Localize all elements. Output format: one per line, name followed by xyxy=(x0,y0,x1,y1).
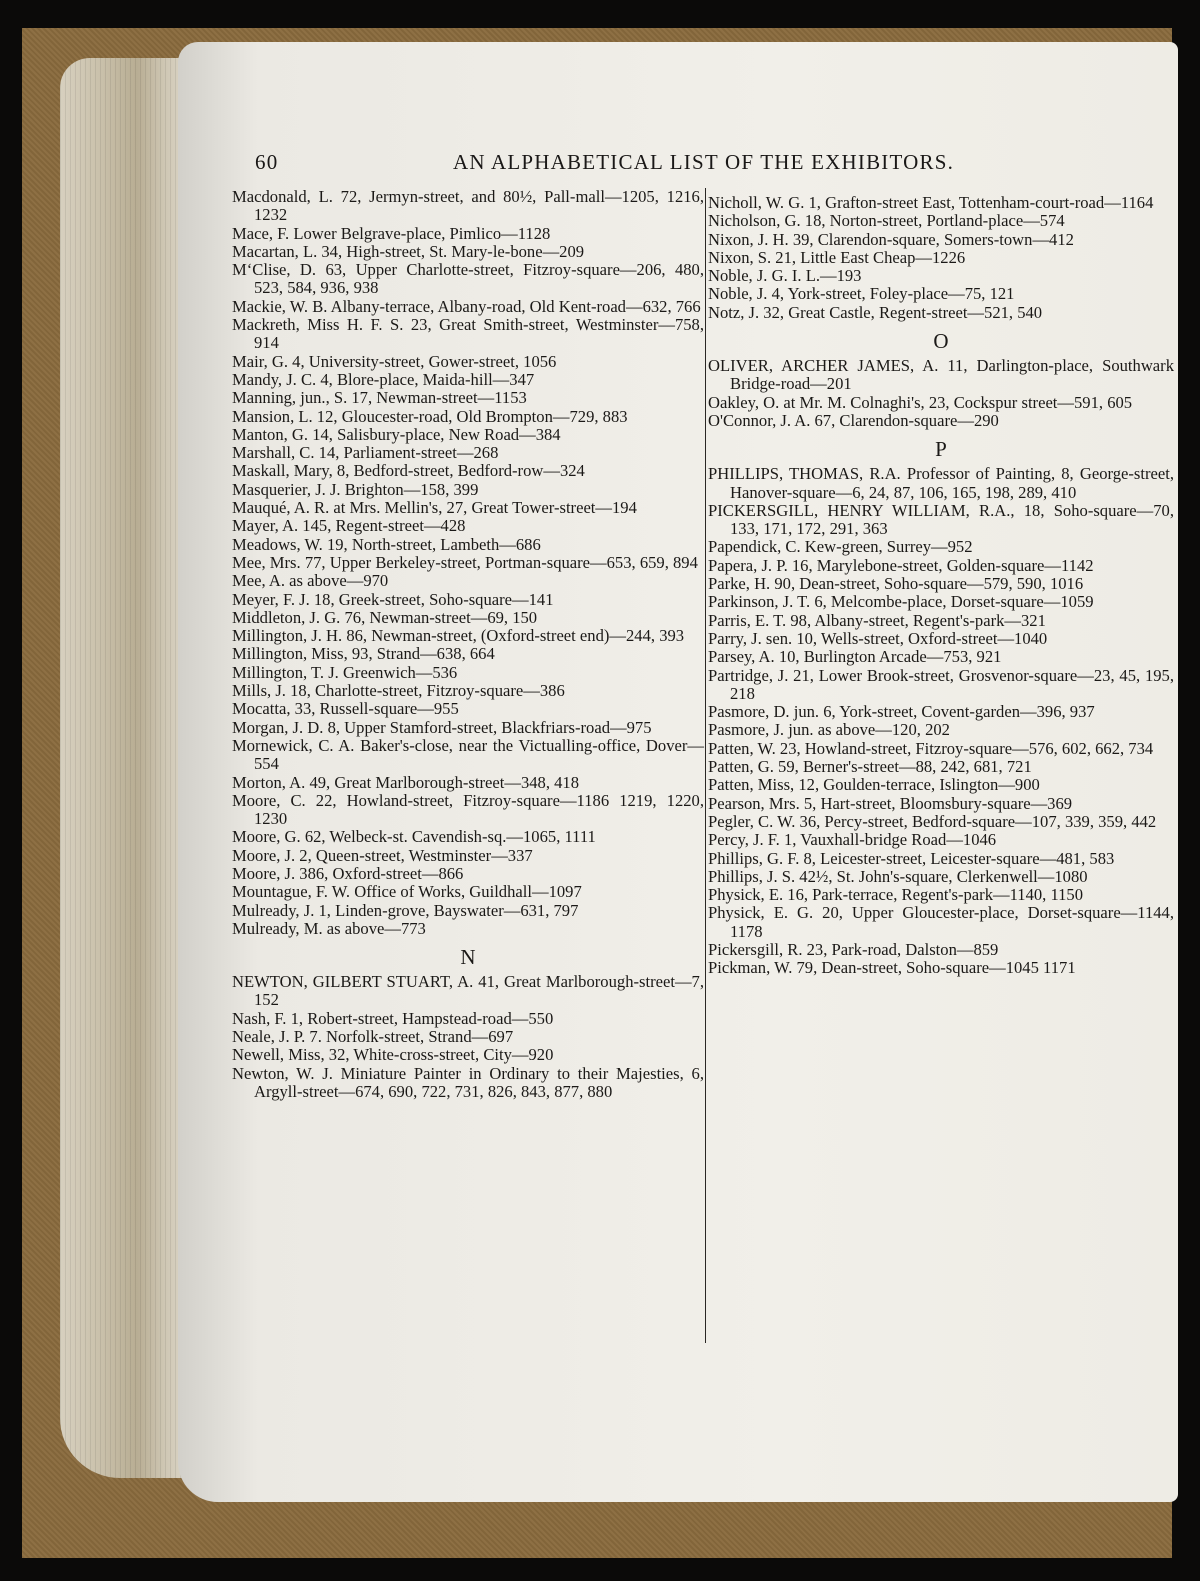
entries-n xyxy=(232,973,704,1101)
exhibitor-entry: Nash, F. 1, Robert-street, Hampstead-road—550 xyxy=(232,1008,554,1028)
exhibitor-entry: Meyer, F. J. 18, Greek-street, Soho-square—141 xyxy=(232,589,554,609)
section-letter-n: N xyxy=(460,945,476,970)
page-header xyxy=(255,150,1175,180)
exhibitor-entry: Nixon, J. H. 39, Clarendon-square, Somers-town—412 xyxy=(708,229,1074,249)
exhibitor-entry: Mayer, A. 145, Regent-street—428 xyxy=(232,516,466,536)
exhibitor-entry: Nixon, S. 21, Little East Cheap—1226 xyxy=(708,247,966,267)
exhibitor-entry: Mackie, W. B. Albany-terrace, Albany-road, Old Kent-road—632, 766 xyxy=(232,296,701,316)
exhibitor-entry: Manton, G. 14, Salisbury-place, New Road—384 xyxy=(232,424,561,444)
exhibitor-entry: NEWTON, GILBERT STUART, A. 41, Great Marlborough-street—7, 152 xyxy=(232,972,704,1010)
exhibitor-entry: Mountague, F. W. Office of Works, Guildhall—1097 xyxy=(232,882,582,902)
exhibitor-entry: Mauqué, A. R. at Mrs. Mellin's, 27, Great Tower-street—194 xyxy=(232,498,637,518)
exhibitor-entry: PHILLIPS, THOMAS, R.A. Professor of Painting, 8, George-street, Hanover-square—6, 24, 87, 106, 165, 198, 289, 410 xyxy=(708,464,1174,502)
entries-p xyxy=(708,465,1174,977)
exhibitor-entry: Moore, C. 22, Howland-street, Fitzroy-square—1186 1219, 1220, 1230 xyxy=(232,790,704,829)
section-letter-o: O xyxy=(933,329,949,354)
exhibitor-entry: Parry, J. sen. 10, Wells-street, Oxford-street—1040 xyxy=(708,628,1048,648)
exhibitor-entry: Notz, J. 32, Great Castle, Regent-street—521, 540 xyxy=(708,302,1043,322)
column-divider xyxy=(705,188,706,1343)
exhibitor-entry: Macartan, L. 34, High-street, St. Mary-le-bone—209 xyxy=(232,241,585,261)
exhibitor-entry: Phillips, G. F. 8, Leicester-street, Leicester-square—481, 583 xyxy=(708,848,1115,868)
exhibitor-entry: Mocatta, 33, Russell-square—955 xyxy=(232,699,459,719)
exhibitor-entry: Parsey, A. 10, Burlington Arcade—753, 921 xyxy=(708,647,1002,667)
exhibitor-entry: Morgan, J. D. 8, Upper Stamford-street, Blackfriars-road—975 xyxy=(232,717,652,737)
exhibitor-entry: Mackreth, Miss H. F. S. 23, Great Smith-street, Westminster—758, 914 xyxy=(232,315,704,353)
exhibitor-entry: Papendick, C. Kew-green, Surrey—952 xyxy=(708,537,973,557)
exhibitor-entry: Pasmore, J. jun. as above—120, 202 xyxy=(708,720,950,740)
exhibitor-entry: Patten, W. 23, Howland-street, Fitzroy-square—576, 602, 662, 734 xyxy=(708,738,1154,758)
exhibitor-entry: Oakley, O. at Mr. M. Colnaghi's, 23, Cockspur street—591, 605 xyxy=(708,392,1133,412)
exhibitor-entry: Pickman, W. 79, Dean-street, Soho-square—1045 1171 xyxy=(708,958,1076,978)
right-column xyxy=(708,194,1174,978)
exhibitor-entry: Mace, F. Lower Belgrave-place, Pimlico—1128 xyxy=(232,223,551,243)
exhibitor-entry: OLIVER, ARCHER JAMES, A. 11, Darlington-place, Southwark Bridge-road—201 xyxy=(708,356,1174,394)
exhibitor-entry: Moore, G. 62, Welbeck-st. Cavendish-sq.—1065, 1111 xyxy=(232,827,596,847)
exhibitor-entry: Noble, J. 4, York-street, Foley-place—75, 121 xyxy=(708,284,1015,304)
section-letter-p: P xyxy=(935,437,947,462)
exhibitor-entry: Pickersgill, R. 23, Park-road, Dalston—859 xyxy=(708,939,999,959)
exhibitor-entry: Patten, G. 59, Berner's-street—88, 242, 681, 721 xyxy=(708,757,1032,777)
exhibitor-entry: Mandy, J. C. 4, Blore-place, Maida-hill—347 xyxy=(232,369,535,389)
exhibitor-entry: Masquerier, J. J. Brighton—158, 399 xyxy=(232,479,479,499)
exhibitor-entry: Mee, Mrs. 77, Upper Berkeley-street, Portman-square—653, 659, 894 xyxy=(232,552,698,572)
exhibitor-entry: Pasmore, D. jun. 6, York-street, Covent-garden—396, 937 xyxy=(708,702,1095,722)
exhibitor-entry: Meadows, W. 19, North-street, Lambeth—686 xyxy=(232,534,541,554)
exhibitor-entry: Noble, J. G. I. L.—193 xyxy=(708,266,862,286)
entries-m xyxy=(232,188,704,938)
exhibitor-entry: Middleton, J. G. 76, Newman-street—69, 150 xyxy=(232,607,538,627)
exhibitor-entry: Macdonald, L. 72, Jermyn-street, and 80½, Pall-mall—1205, 1216, 1232 xyxy=(232,187,704,225)
exhibitor-entry: Mansion, L. 12, Gloucester-road, Old Brompton—729, 883 xyxy=(232,406,628,426)
exhibitor-entry: Papera, J. P. 16, Marylebone-street, Golden-square—1142 xyxy=(708,555,1094,575)
left-column xyxy=(232,188,704,1101)
exhibitor-entry: Mee, A. as above—970 xyxy=(232,571,389,591)
exhibitor-entry: Newton, W. J. Miniature Painter in Ordinary to their Majesties, 6, Argyll-street—674, 690, 722, 731, 826, 843, 877, 880 xyxy=(232,1063,704,1101)
exhibitor-entry: PICKERSGILL, HENRY WILLIAM, R.A., 18, Soho-square—70, 133, 171, 172, 291, 363 xyxy=(708,500,1174,539)
exhibitor-entry: Pegler, C. W. 36, Percy-street, Bedford-square—107, 339, 359, 442 xyxy=(708,811,1157,831)
exhibitor-entry: Newell, Miss, 32, White-cross-street, City—920 xyxy=(232,1045,554,1065)
exhibitor-entry: Phillips, J. S. 42½, St. John's-square, Clerkenwell—1080 xyxy=(708,866,1088,886)
exhibitor-entry: Mair, G. 4, University-street, Gower-street, 1056 xyxy=(232,351,557,371)
exhibitor-entry: Manning, jun., S. 17, Newman-street—1153 xyxy=(232,388,527,408)
exhibitor-entry: Percy, J. F. 1, Vauxhall-bridge Road—1046 xyxy=(708,830,997,850)
exhibitor-entry: Nicholl, W. G. 1, Grafton-street East, Tottenham-court-road—1164 xyxy=(708,193,1154,212)
exhibitor-entry: Mulready, J. 1, Linden-grove, Bayswater—631, 797 xyxy=(232,900,579,920)
exhibitor-entry: Millington, J. H. 86, Newman-street, (Oxford-street end)—244, 393 xyxy=(232,626,685,646)
exhibitor-entry: Parkinson, J. T. 6, Melcombe-place, Dorset-square—1059 xyxy=(708,592,1094,612)
exhibitor-entry: Marshall, C. 14, Parliament-street—268 xyxy=(232,443,499,463)
page-title: AN ALPHABETICAL LIST OF THE EXHIBITORS. xyxy=(453,150,955,174)
exhibitor-entry: Millington, Miss, 93, Strand—638, 664 xyxy=(232,644,495,664)
exhibitor-entry: Nicholson, G. 18, Norton-street, Portland-place—574 xyxy=(708,211,1065,231)
page-number: 60 xyxy=(255,150,279,174)
exhibitor-entry: Partridge, J. 21, Lower Brook-street, Grosvenor-square—23, 45, 195, 218 xyxy=(708,665,1174,703)
exhibitor-entry: Maskall, Mary, 8, Bedford-street, Bedford-row—324 xyxy=(232,461,585,481)
entries-o xyxy=(708,357,1174,430)
exhibitor-entry: Morton, A. 49, Great Marlborough-street—348, 418 xyxy=(232,772,580,792)
exhibitor-entry: Millington, T. J. Greenwich—536 xyxy=(232,662,458,682)
exhibitor-entry: M‘Clise, D. 63, Upper Charlotte-street, Fitzroy-square—206, 480, 523, 584, 936, 938 xyxy=(232,260,704,298)
exhibitor-entry: Moore, J. 2, Queen-street, Westminster—337 xyxy=(232,845,533,865)
exhibitor-entry: Parke, H. 90, Dean-street, Soho-square—579, 590, 1016 xyxy=(708,574,1084,594)
exhibitor-entry: Parris, E. T. 98, Albany-street, Regent's-park—321 xyxy=(708,610,1046,630)
exhibitor-entry: O'Connor, J. A. 67, Clarendon-square—290 xyxy=(708,410,999,430)
exhibitor-entry: Physick, E. 16, Park-terrace, Regent's-park—1140, 1150 xyxy=(708,885,1084,905)
exhibitor-entry: Mornewick, C. A. Baker's-close, near the Victualling-office, Dover—554 xyxy=(232,735,704,774)
exhibitor-entry: Mulready, M. as above—773 xyxy=(232,918,426,938)
exhibitor-entry: Mills, J. 18, Charlotte-street, Fitzroy-square—386 xyxy=(232,681,565,701)
entries-n-continued xyxy=(708,194,1174,322)
exhibitor-entry: Neale, J. P. 7. Norfolk-street, Strand—697 xyxy=(232,1027,514,1047)
exhibitor-entry: Physick, E. G. 20, Upper Gloucester-place, Dorset-square—1144, 1178 xyxy=(708,903,1174,941)
exhibitor-entry: Pearson, Mrs. 5, Hart-street, Bloomsbury-square—369 xyxy=(708,793,1073,813)
exhibitor-entry: Moore, J. 386, Oxford-street—866 xyxy=(232,863,464,883)
exhibitor-entry: Patten, Miss, 12, Goulden-terrace, Islington—900 xyxy=(708,775,1040,795)
